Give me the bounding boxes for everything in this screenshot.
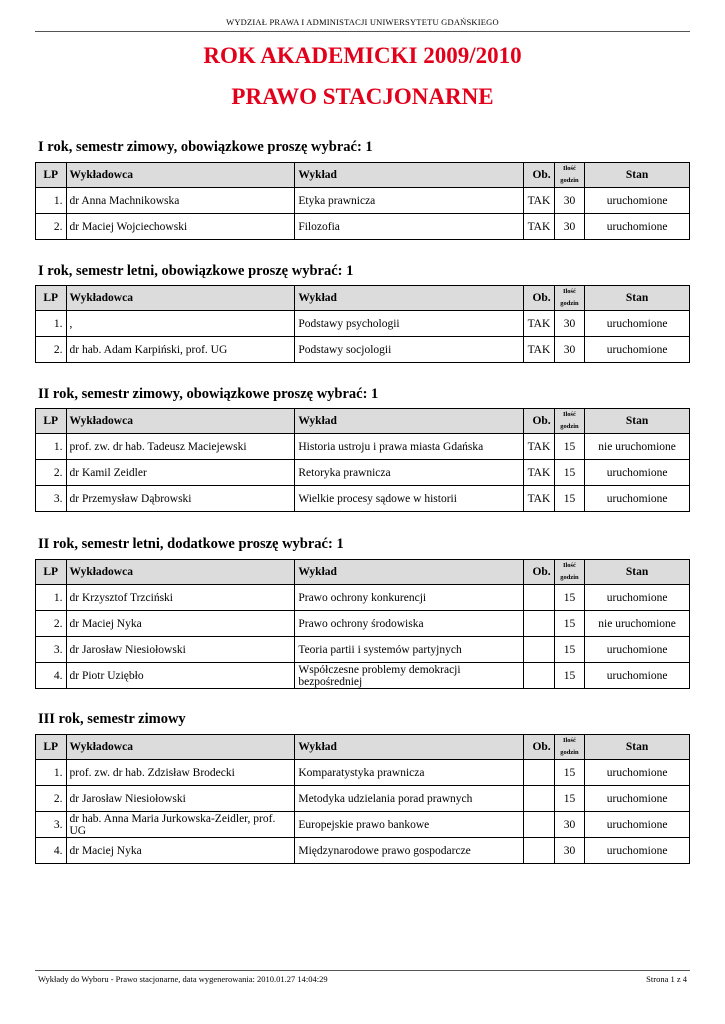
- column-header-course: Wykład: [295, 286, 524, 311]
- column-header-ob: Ob.: [524, 163, 555, 188]
- table-row: [36, 760, 690, 786]
- row-lp: 2.: [36, 337, 67, 363]
- courses-table: [35, 408, 690, 512]
- row-lecturer: dr Maciej Nyka: [66, 838, 295, 864]
- row-ob: [524, 786, 555, 812]
- row-state: uruchomione: [585, 812, 690, 838]
- row-lecturer: dr Kamil Zeidler: [66, 460, 295, 486]
- row-hours: 15: [554, 637, 585, 663]
- table-row: [36, 214, 690, 240]
- courses-table: [35, 162, 690, 240]
- row-state: uruchomione: [585, 838, 690, 864]
- row-state: uruchomione: [585, 760, 690, 786]
- row-state: uruchomione: [585, 663, 690, 689]
- column-header-state: Stan: [585, 409, 690, 434]
- row-course: Podstawy socjologii: [295, 337, 524, 363]
- row-lecturer: dr Przemysław Dąbrowski: [66, 486, 295, 512]
- row-state: uruchomione: [585, 460, 690, 486]
- section-heading: III rok, semestr zimowy: [38, 711, 186, 727]
- row-ob: TAK: [524, 460, 555, 486]
- row-state: uruchomione: [585, 188, 690, 214]
- row-lecturer: dr Jarosław Niesiołowski: [66, 637, 295, 663]
- row-ob: [524, 838, 555, 864]
- column-header-ob: Ob.: [524, 560, 555, 585]
- row-lecturer: dr Jarosław Niesiołowski: [66, 786, 295, 812]
- table-row: [36, 311, 690, 337]
- column-header-state: Stan: [585, 286, 690, 311]
- column-header-lecturer: Wykładowca: [66, 560, 295, 585]
- row-hours: 30: [554, 838, 585, 864]
- column-header-hours: [554, 286, 585, 311]
- row-lp: 4.: [36, 838, 67, 864]
- row-lp: 2.: [36, 611, 67, 637]
- table-row: [36, 611, 690, 637]
- courses-table: [35, 734, 690, 864]
- column-header-state: Stan: [585, 163, 690, 188]
- row-ob: TAK: [524, 486, 555, 512]
- column-header-ob: Ob.: [524, 286, 555, 311]
- table-row: [36, 838, 690, 864]
- section-heading: I rok, semestr zimowy, obowiązkowe proszę wybrać: 1: [38, 139, 373, 155]
- column-header-lp: LP: [36, 560, 67, 585]
- row-lecturer: dr hab. Adam Karpiński, prof. UG: [66, 337, 295, 363]
- table-header-row: [36, 735, 690, 760]
- column-header-course: Wykład: [295, 409, 524, 434]
- row-ob: [524, 585, 555, 611]
- row-hours: 30: [554, 214, 585, 240]
- footer-generated-info: Wykłady do Wyboru - Prawo stacjonarne, data wygenerowania: 2010.01.27 14:04:29: [38, 974, 328, 984]
- row-hours: 15: [554, 786, 585, 812]
- table-header-row: [36, 286, 690, 311]
- row-ob: [524, 637, 555, 663]
- row-hours: 30: [554, 812, 585, 838]
- row-lecturer: dr Anna Machnikowska: [66, 188, 295, 214]
- table-row: [36, 663, 690, 689]
- row-lp: 1.: [36, 188, 67, 214]
- hours-header-top: Ilość: [562, 165, 576, 172]
- column-header-state: Stan: [585, 560, 690, 585]
- column-header-ob: Ob.: [524, 409, 555, 434]
- row-ob: TAK: [524, 214, 555, 240]
- table-row: [36, 786, 690, 812]
- table-row: [36, 337, 690, 363]
- row-course: Filozofia: [295, 214, 524, 240]
- section-heading: II rok, semestr zimowy, obowiązkowe proszę wybrać: 1: [38, 386, 379, 402]
- row-hours: 15: [554, 434, 585, 460]
- column-header-hours: [554, 163, 585, 188]
- row-ob: TAK: [524, 337, 555, 363]
- column-header-lecturer: Wykładowca: [66, 286, 295, 311]
- row-lecturer: ,: [66, 311, 295, 337]
- row-state: nie uruchomione: [585, 434, 690, 460]
- table-row: [36, 434, 690, 460]
- row-hours: 15: [554, 611, 585, 637]
- row-ob: TAK: [524, 434, 555, 460]
- table-header-row: [36, 163, 690, 188]
- column-header-lp: LP: [36, 409, 67, 434]
- row-course: Prawo ochrony środowiska: [295, 611, 524, 637]
- hours-header-bottom: godzin: [560, 423, 579, 430]
- row-lecturer: dr Krzysztof Trzciński: [66, 585, 295, 611]
- row-hours: 15: [554, 760, 585, 786]
- table-row: [36, 812, 690, 838]
- courses-table: [35, 285, 690, 363]
- row-course: Współczesne problemy demokracji bezpośredniej: [295, 663, 524, 689]
- row-course: Historia ustroju i prawa miasta Gdańska: [295, 434, 524, 460]
- row-state: uruchomione: [585, 311, 690, 337]
- row-course: Retoryka prawnicza: [295, 460, 524, 486]
- row-state: nie uruchomione: [585, 611, 690, 637]
- row-course: Europejskie prawo bankowe: [295, 812, 524, 838]
- row-lecturer: dr hab. Anna Maria Jurkowska-Zeidler, prof. UG: [66, 812, 295, 838]
- header-divider: [35, 31, 690, 32]
- table-row: [36, 188, 690, 214]
- row-state: uruchomione: [585, 786, 690, 812]
- row-lp: 1.: [36, 760, 67, 786]
- row-lp: 1.: [36, 434, 67, 460]
- hours-header-bottom: godzin: [560, 749, 579, 756]
- row-lp: 3.: [36, 812, 67, 838]
- row-course: Wielkie procesy sądowe w historii: [295, 486, 524, 512]
- row-ob: [524, 663, 555, 689]
- row-hours: 15: [554, 460, 585, 486]
- table-row: [36, 460, 690, 486]
- row-course: Komparatystyka prawnicza: [295, 760, 524, 786]
- courses-table: [35, 559, 690, 689]
- row-course: Teoria partii i systemów partyjnych: [295, 637, 524, 663]
- column-header-hours: [554, 409, 585, 434]
- table-row: [36, 486, 690, 512]
- column-header-hours: [554, 735, 585, 760]
- column-header-course: Wykład: [295, 163, 524, 188]
- column-header-lp: LP: [36, 163, 67, 188]
- row-ob: [524, 812, 555, 838]
- column-header-lecturer: Wykładowca: [66, 735, 295, 760]
- column-header-lp: LP: [36, 286, 67, 311]
- row-course: Międzynarodowe prawo gospodarcze: [295, 838, 524, 864]
- section-heading: I rok, semestr letni, obowiązkowe proszę wybrać: 1: [38, 263, 354, 279]
- hours-header-bottom: godzin: [560, 300, 579, 307]
- row-state: uruchomione: [585, 585, 690, 611]
- row-hours: 30: [554, 311, 585, 337]
- row-hours: 15: [554, 486, 585, 512]
- column-header-lecturer: Wykładowca: [66, 409, 295, 434]
- row-hours: 15: [554, 585, 585, 611]
- row-lp: 2.: [36, 214, 67, 240]
- row-ob: [524, 611, 555, 637]
- row-lecturer: prof. zw. dr hab. Zdzisław Brodecki: [66, 760, 295, 786]
- row-course: Metodyka udzielania porad prawnych: [295, 786, 524, 812]
- row-lecturer: prof. zw. dr hab. Tadeusz Maciejewski: [66, 434, 295, 460]
- row-ob: [524, 760, 555, 786]
- hours-header-top: Ilość: [562, 737, 576, 744]
- row-lp: 4.: [36, 663, 67, 689]
- page-subtitle: PRAWO STACJONARNE: [231, 84, 494, 109]
- table-row: [36, 637, 690, 663]
- row-hours: 15: [554, 663, 585, 689]
- row-lp: 2.: [36, 460, 67, 486]
- column-header-course: Wykład: [295, 560, 524, 585]
- page-header: WYDZIAŁ PRAWA I ADMINISTACJI UNIWERSYTETU GDAŃSKIEGO: [226, 17, 499, 27]
- column-header-course: Wykład: [295, 735, 524, 760]
- row-course: Podstawy psychologii: [295, 311, 524, 337]
- row-course: Etyka prawnicza: [295, 188, 524, 214]
- row-state: uruchomione: [585, 214, 690, 240]
- row-state: uruchomione: [585, 337, 690, 363]
- row-lecturer: dr Maciej Nyka: [66, 611, 295, 637]
- hours-header-top: Ilość: [562, 411, 576, 418]
- page-title: ROK AKADEMICKI 2009/2010: [203, 43, 522, 68]
- row-lecturer: dr Piotr Uziębło: [66, 663, 295, 689]
- row-course: Prawo ochrony konkurencji: [295, 585, 524, 611]
- row-hours: 30: [554, 337, 585, 363]
- hours-header-top: Ilość: [562, 288, 576, 295]
- column-header-hours: [554, 560, 585, 585]
- hours-header-bottom: godzin: [560, 177, 579, 184]
- table-header-row: [36, 409, 690, 434]
- row-ob: TAK: [524, 311, 555, 337]
- row-lp: 1.: [36, 311, 67, 337]
- row-state: uruchomione: [585, 486, 690, 512]
- column-header-lecturer: Wykładowca: [66, 163, 295, 188]
- column-header-state: Stan: [585, 735, 690, 760]
- section-heading: II rok, semestr letni, dodatkowe proszę wybrać: 1: [38, 536, 344, 552]
- column-header-lp: LP: [36, 735, 67, 760]
- row-lp: 3.: [36, 486, 67, 512]
- row-hours: 30: [554, 188, 585, 214]
- table-row: [36, 585, 690, 611]
- row-state: uruchomione: [585, 637, 690, 663]
- hours-header-bottom: godzin: [560, 574, 579, 581]
- column-header-ob: Ob.: [524, 735, 555, 760]
- footer-divider: [35, 970, 690, 971]
- row-lp: 3.: [36, 637, 67, 663]
- row-lp: 1.: [36, 585, 67, 611]
- row-lp: 2.: [36, 786, 67, 812]
- table-header-row: [36, 560, 690, 585]
- page-number: Strona 1 z 4: [646, 974, 687, 984]
- hours-header-top: Ilość: [562, 562, 576, 569]
- row-ob: TAK: [524, 188, 555, 214]
- row-lecturer: dr Maciej Wojciechowski: [66, 214, 295, 240]
